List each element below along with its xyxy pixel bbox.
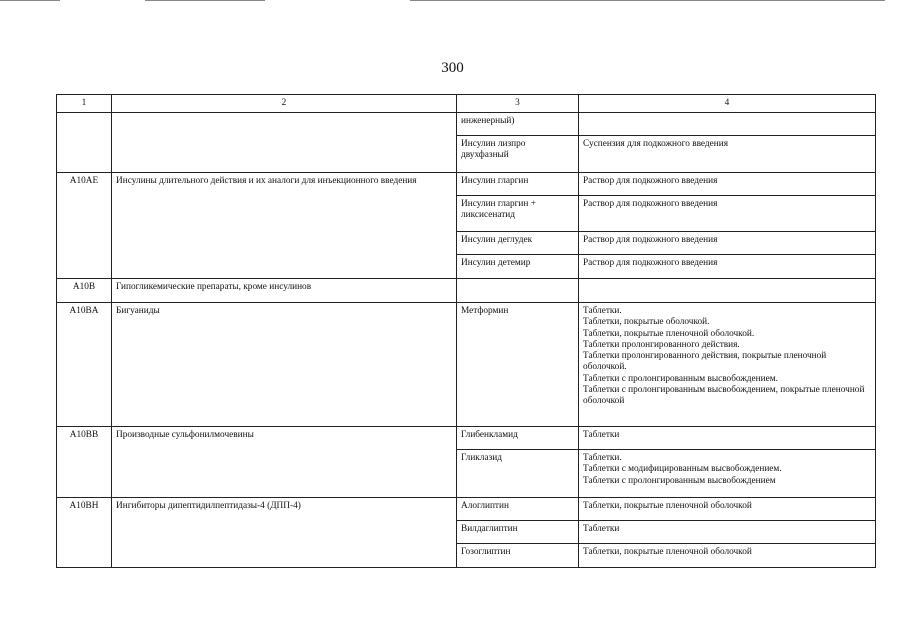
drug-name-cell: Инсулин лизпро двухфазный [457,136,579,173]
drug-name-cell [457,279,579,303]
drug-name-cell: Инсулин гларгин + ликсисенатид [457,196,579,232]
dosage-form-cell: Таблетки. Таблетки с модифицированным высвобождением. Таблетки с пролонгированным высвобождением [579,450,876,498]
table-row [57,173,876,196]
header-row [57,95,876,113]
column-header: 4 [579,95,876,113]
dosage-form-cell: Таблетки [579,521,876,544]
top-edge-line [410,0,885,1]
dosage-form-cell: Таблетки, покрытые пленочной оболочкой [579,544,876,568]
atc-group-name-cell: Инсулины длительного действия и их аналоги для инъекционного введения [112,173,457,279]
drug-name-cell: Гозоглиптин [457,544,579,568]
table-row [57,113,876,136]
dosage-form-cell: Таблетки, покрытые пленочной оболочкой [579,498,876,521]
drug-name-cell: инженерный) [457,113,579,136]
drug-table [56,94,876,568]
drug-name-cell: Алоглиптин [457,498,579,521]
dosage-form-cell: Суспензия для подкожного введения [579,136,876,173]
column-header: 1 [57,95,112,113]
dosage-form-cell [579,113,876,136]
atc-code-cell: A10B [57,279,112,303]
top-edge-line [0,0,60,1]
page-number: 300 [441,60,464,76]
drug-name-cell: Инсулин детемир [457,255,579,279]
dosage-form-cell [579,279,876,303]
column-header: 2 [112,95,457,113]
atc-code-cell: A10BA [57,303,112,427]
drug-name-cell: Глибенкламид [457,427,579,450]
atc-code-cell: A10AE [57,173,112,279]
atc-code-cell: A10BB [57,427,112,498]
dosage-form-cell: Раствор для подкожного введения [579,196,876,232]
drug-name-cell: Метформин [457,303,579,427]
table-row [57,303,876,427]
drug-name-cell: Гликлазид [457,450,579,498]
dosage-form-cell: Раствор для подкожного введения [579,173,876,196]
column-header: 3 [457,95,579,113]
atc-code-cell [57,113,112,173]
atc-group-name-cell: Гипогликемические препараты, кроме инсулинов [112,279,457,303]
atc-group-name-cell: Производные сульфонилмочевины [112,427,457,498]
atc-code-cell: A10BH [57,498,112,568]
dosage-form-cell: Раствор для подкожного введения [579,255,876,279]
top-edge-line [145,0,265,1]
atc-group-name-cell [112,113,457,173]
atc-group-name-cell: Ингибиторы дипептидилпептидазы-4 (ДПП-4) [112,498,457,568]
atc-group-name-cell: Бигуаниды [112,303,457,427]
drug-name-cell: Инсулин деглудек [457,232,579,255]
drug-name-cell: Вилдаглиптин [457,521,579,544]
table-row [57,279,876,303]
table-row [57,427,876,450]
dosage-form-cell: Таблетки [579,427,876,450]
drug-name-cell: Инсулин гларгин [457,173,579,196]
dosage-form-cell: Раствор для подкожного введения [579,232,876,255]
table-row [57,498,876,521]
dosage-form-cell: Таблетки. Таблетки, покрытые оболочкой. Таблетки, покрытые пленочной оболочкой. Таблетки пролонгированного действия. Таблетки пролонгированного действия, покрытые пленочной оболочкой. Таблетки с пролонгированным высвобождением. Таблетки с пролонгированным высвобождением, покрытые пленочной оболочкой [579,303,876,427]
